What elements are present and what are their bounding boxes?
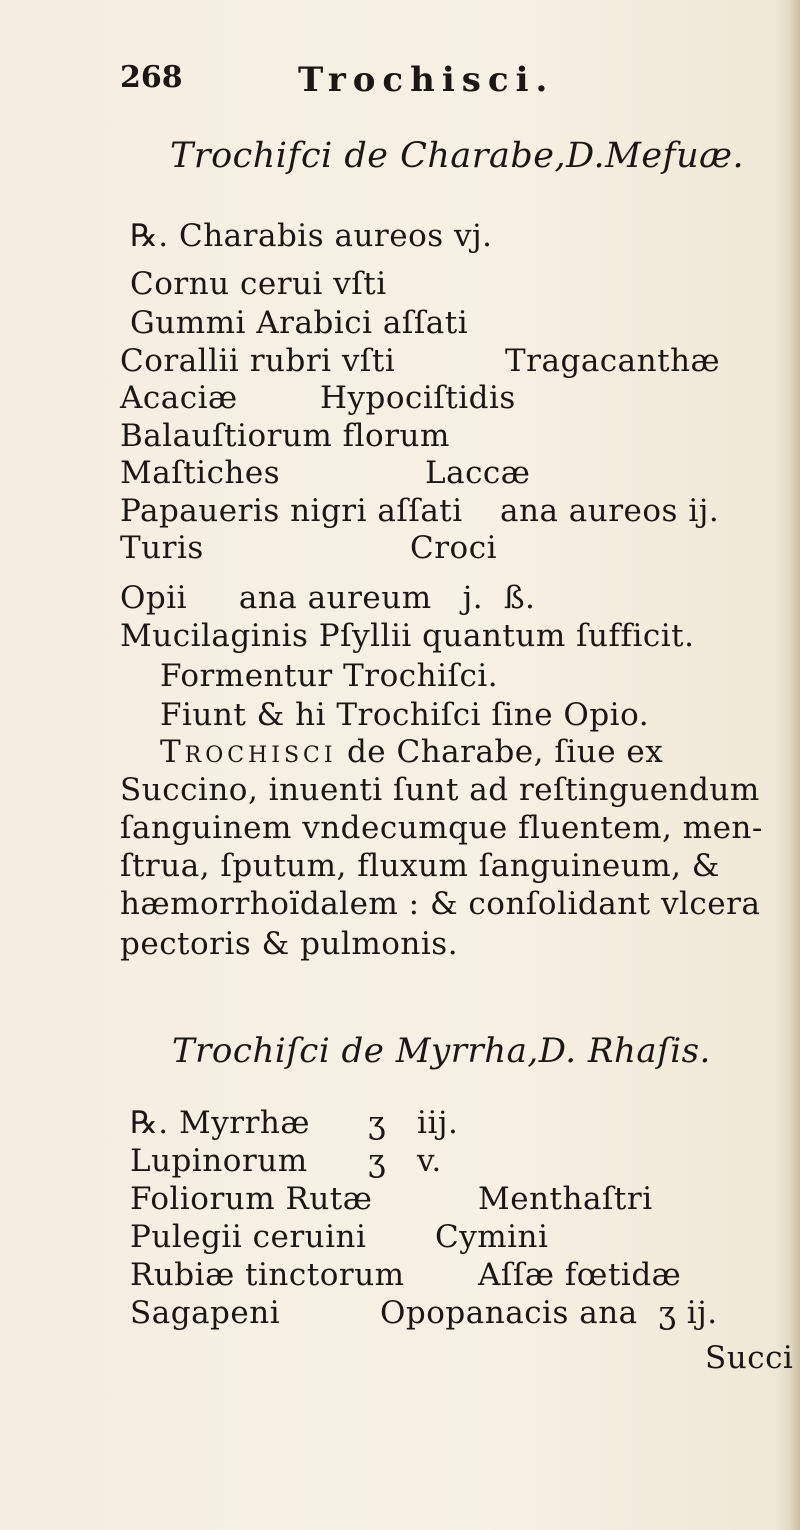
recipe-line: Maſtiches	[120, 455, 281, 491]
paragraph-line: ſtrua, ſputum, fluxum ſanguineum, &	[120, 848, 720, 884]
recipe-line-col2: Cymini	[435, 1219, 549, 1255]
paragraph-lead: Trochisci	[160, 734, 337, 770]
catchword: Succi	[705, 1340, 794, 1376]
paragraph-first-line	[160, 734, 663, 770]
recipe-line: Rubiæ tinctorum	[130, 1257, 405, 1293]
recipe-line-col2: ʒ iij.	[368, 1105, 459, 1141]
recipe-line: Foliorum Rutæ	[130, 1181, 373, 1217]
recipe-line: Fiunt & hi Trochiſci ſine Opio.	[160, 697, 650, 733]
paragraph-line: pectoris & pulmonis.	[120, 926, 459, 962]
recipe-line: ℞. Myrrhæ	[130, 1105, 310, 1141]
recipe-line: Formentur Trochiſci.	[160, 658, 499, 694]
recipe-line-col2: Aſſæ fœtidæ	[478, 1257, 682, 1293]
running-title: Trochisci.	[298, 60, 555, 100]
recipe-line: Corallii rubri vſti	[120, 343, 396, 379]
recipe-line: Papaueris nigri aſſati	[120, 493, 463, 529]
recipe-line-col2: Croci	[410, 530, 497, 566]
paragraph-line: ſanguinem vndecumque fluentem, men-	[120, 810, 763, 846]
recipe-line: Acaciæ	[120, 380, 238, 416]
recipe-line: Mucilaginis Pſyllii quantum ſufficit.	[120, 618, 695, 654]
paragraph-line: hæmorrhoïdalem : & conſolidant vlcera	[120, 886, 761, 922]
recipe-line: Cornu cerui vſti	[130, 266, 387, 302]
recipe-line: Balauſtiorum florum	[120, 418, 450, 454]
recipe-line: Sagapeni	[130, 1295, 281, 1331]
recipe-line-col2: Opopanacis ana ʒ ij.	[380, 1295, 718, 1331]
recipe-line: Opii ana aureum j. ß.	[120, 580, 536, 616]
section-title-charabe: Trochifci de Charabe,D.Mefuæ.	[170, 136, 745, 176]
paragraph-line: Succino, inuenti ſunt ad reſtinguendum	[120, 772, 760, 808]
recipe-line-col2: ʒ v.	[368, 1143, 442, 1179]
recipe-line-col2: Menthaſtri	[478, 1181, 653, 1217]
recipe-line: Gummi Arabici aſſati	[130, 305, 469, 341]
recipe-line: Lupinorum	[130, 1143, 308, 1179]
page-edge	[790, 0, 800, 1530]
page-number: 268	[120, 60, 183, 95]
section-title-myrrha: Trochiſci de Myrrha,D. Rhaſis.	[172, 1031, 711, 1071]
paragraph-first-text: de Charabe, ſiue ex	[336, 734, 664, 770]
recipe-line-col2: Hypociſtidis	[320, 380, 516, 416]
recipe-line-col2: Laccæ	[425, 455, 531, 491]
recipe-line-col2: Tragacanthæ	[505, 343, 721, 379]
recipe-line: Pulegii ceruini	[130, 1219, 367, 1255]
recipe-line: Turis	[120, 530, 204, 566]
recipe-line: ℞. Charabis aureos vj.	[130, 218, 493, 254]
recipe-line-col2: ana aureos ij.	[500, 493, 720, 529]
